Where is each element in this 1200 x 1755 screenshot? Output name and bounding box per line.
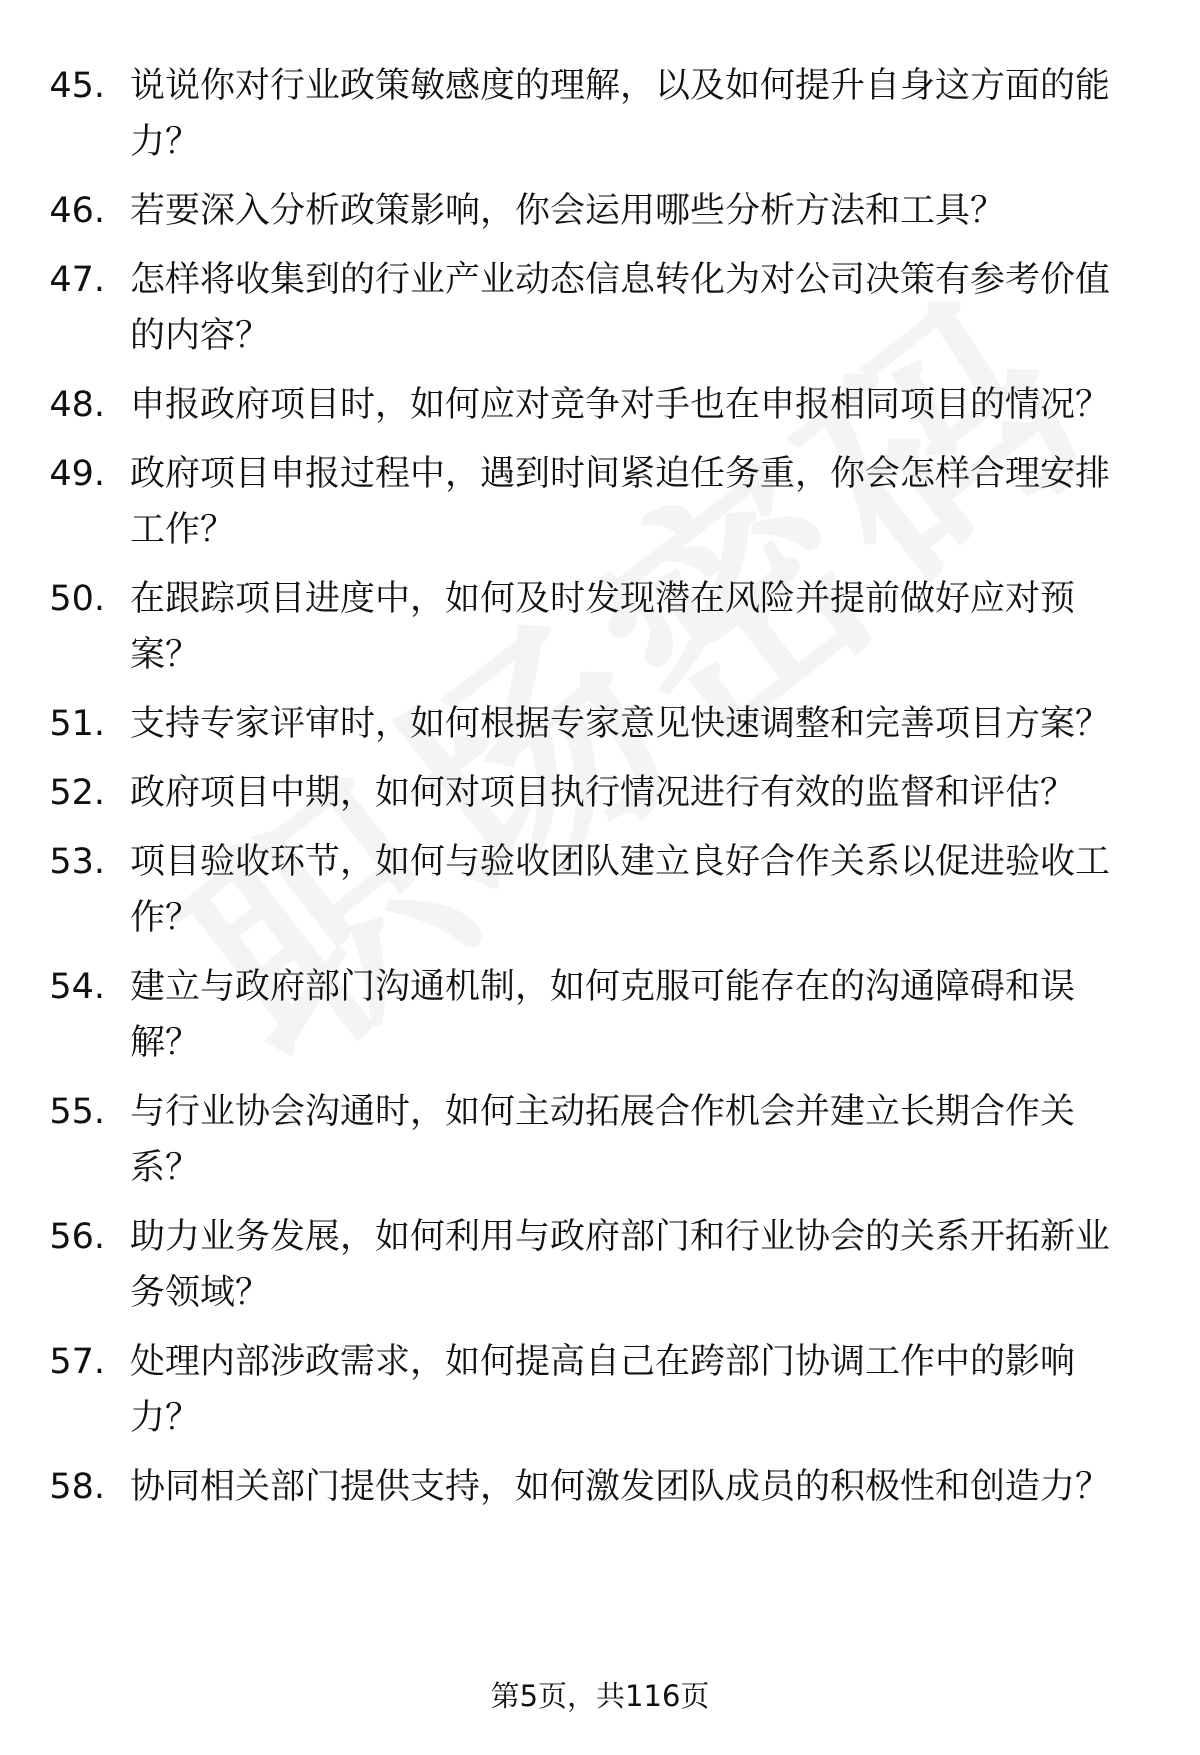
question-item: [0, 183, 1200, 239]
question-text: 若要深入分析政策影响，你会运用哪些分析方法和工具？: [130, 191, 1006, 231]
question-item: [0, 765, 1200, 821]
question-number: 48.: [49, 385, 105, 425]
question-text: 政府项目中期，如何对项目执行情况进行有效的监督和评估？: [130, 773, 1076, 813]
question-text: 助力业务发展，如何利用与政府部门和行业协会的关系开拓新业务领域？: [130, 1217, 1111, 1313]
question-number: 47.: [49, 260, 105, 300]
page-footer: 第5页，共116页: [490, 1679, 710, 1713]
question-text: 项目验收环节，如何与验收团队建立良好合作关系以促进验收工作？: [130, 842, 1111, 938]
question-text: 申报政府项目时，如何应对竞争对手也在申报相同项目的情况？: [130, 385, 1111, 425]
question-item: [0, 58, 1200, 170]
question-number: 45.: [49, 66, 105, 106]
question-number: 52.: [49, 773, 105, 813]
question-item: [0, 959, 1200, 1071]
question-number: 53.: [49, 842, 105, 882]
question-list: [0, 58, 1200, 1528]
question-number: 49.: [49, 454, 105, 494]
question-text: 建立与政府部门沟通机制，如何克服可能存在的沟通障碍和误解？: [130, 967, 1076, 1063]
question-text: 说说你对行业政策敏感度的理解，以及如何提升自身这方面的能力？: [130, 66, 1111, 162]
question-item: [0, 1084, 1200, 1196]
question-item: [0, 252, 1200, 364]
question-item: [0, 571, 1200, 683]
question-item: [0, 834, 1200, 946]
question-number: 54.: [49, 967, 105, 1007]
question-number: 46.: [49, 191, 105, 231]
question-item: [0, 696, 1200, 752]
question-number: 55.: [49, 1092, 105, 1132]
question-item: [0, 1459, 1200, 1515]
question-number: 51.: [49, 704, 105, 744]
question-number: 57.: [49, 1342, 105, 1382]
question-item: [0, 1334, 1200, 1446]
question-text: 怎样将收集到的行业产业动态信息转化为对公司决策有参考价值的内容？: [130, 260, 1111, 356]
question-text: 在跟踪项目进度中，如何及时发现潜在风险并提前做好应对预案？: [130, 579, 1076, 675]
question-number: 58.: [49, 1467, 105, 1507]
question-number: 50.: [49, 579, 105, 619]
question-text: 支持专家评审时，如何根据专家意见快速调整和完善项目方案？: [130, 704, 1111, 744]
question-item: [0, 1209, 1200, 1321]
question-item: [0, 446, 1200, 558]
question-text: 处理内部涉政需求，如何提高自己在跨部门协调工作中的影响力？: [130, 1342, 1076, 1438]
question-item: [0, 377, 1200, 433]
question-text: 协同相关部门提供支持，如何激发团队成员的积极性和创造力？: [130, 1467, 1111, 1507]
question-text: 与行业协会沟通时，如何主动拓展合作机会并建立长期合作关系？: [130, 1092, 1076, 1188]
question-text: 政府项目申报过程中，遇到时间紧迫任务重，你会怎样合理安排工作？: [130, 454, 1111, 550]
question-number: 56.: [49, 1217, 105, 1257]
